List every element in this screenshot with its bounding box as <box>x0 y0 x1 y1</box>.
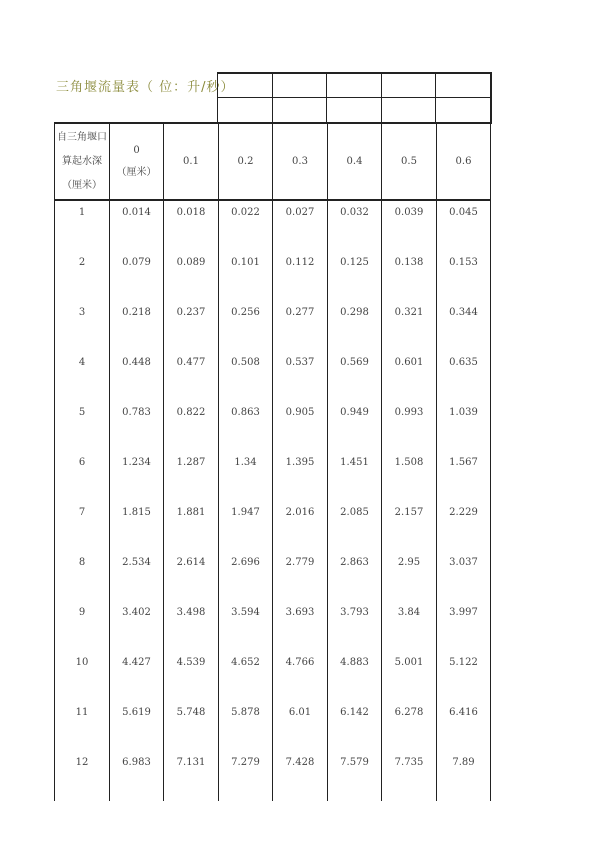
flow-value: 0.635 <box>449 356 478 368</box>
flow-value: 7.89 <box>452 756 475 768</box>
flow-cell <box>219 200 273 251</box>
flow-cell <box>273 301 328 351</box>
flow-cell <box>164 601 219 651</box>
flow-value: 6.983 <box>122 756 151 768</box>
table-row <box>55 401 491 451</box>
column-header: 0.4 <box>328 123 382 200</box>
depth-header-line: （厘米） <box>62 179 102 191</box>
zero-header-line: 0 <box>133 144 140 156</box>
flow-value: 0.277 <box>285 306 315 318</box>
flow-cell <box>437 401 491 451</box>
flow-value: 0.112 <box>285 256 315 268</box>
table-row <box>55 351 491 401</box>
column-header: 0.3 <box>273 123 328 200</box>
flow-value: 0.089 <box>176 256 206 268</box>
table-row <box>55 501 491 551</box>
flow-value: 2.863 <box>340 556 369 568</box>
flow-value: 0.039 <box>394 206 424 218</box>
flow-cell <box>110 601 164 651</box>
flow-value: 3.84 <box>397 606 421 618</box>
depth-value: 5 <box>78 406 86 418</box>
flow-cell <box>110 701 164 751</box>
flow-value: 0.321 <box>394 306 424 318</box>
flow-table <box>54 122 491 801</box>
flow-cell <box>273 701 328 751</box>
flow-value: 6.01 <box>288 706 312 718</box>
flow-cell <box>382 551 437 601</box>
flow-cell <box>437 551 491 601</box>
flow-cell <box>110 751 164 801</box>
flow-cell <box>382 501 437 551</box>
grid-line <box>435 74 436 124</box>
flow-value: 5.001 <box>394 656 424 668</box>
flow-cell <box>164 751 219 801</box>
flow-value: 3.693 <box>285 606 315 618</box>
flow-cell <box>273 751 328 801</box>
flow-value: 3.498 <box>176 606 206 618</box>
flow-value: 5.878 <box>231 706 260 718</box>
flow-value: 0.344 <box>449 306 478 318</box>
depth-value: 11 <box>75 706 89 718</box>
depth-cell <box>55 200 110 251</box>
flow-value: 1.451 <box>340 456 369 468</box>
flow-cell <box>437 251 491 301</box>
flow-value: 7.428 <box>285 756 315 768</box>
flow-cell <box>273 451 328 501</box>
header-blank-grid <box>217 72 492 124</box>
flow-cell <box>110 651 164 701</box>
zero-header-cell <box>110 123 164 200</box>
flow-cell <box>164 701 219 751</box>
flow-value: 3.037 <box>449 556 478 568</box>
flow-value: 4.883 <box>340 656 369 668</box>
flow-value: 2.534 <box>122 556 151 568</box>
depth-header-line: 自三角堰口 <box>57 131 107 143</box>
depth-cell <box>55 401 110 451</box>
flow-value: 0.138 <box>394 256 424 268</box>
flow-value: 2.229 <box>449 506 478 518</box>
flow-cell <box>219 451 273 501</box>
flow-cell <box>382 601 437 651</box>
depth-value: 8 <box>78 556 86 568</box>
grid-line <box>272 74 273 124</box>
flow-value: 2.157 <box>394 506 424 518</box>
flow-value: 3.594 <box>231 606 260 618</box>
flow-value: 2.95 <box>397 556 421 568</box>
flow-cell <box>437 751 491 801</box>
table-header-row <box>55 123 491 200</box>
flow-cell <box>219 351 273 401</box>
table-row <box>55 451 491 501</box>
depth-value: 1 <box>78 206 86 218</box>
flow-cell <box>328 551 382 601</box>
flow-value: 0.218 <box>122 306 151 318</box>
flow-value: 3.402 <box>122 606 151 618</box>
flow-value: 0.993 <box>394 406 424 418</box>
flow-cell <box>273 501 328 551</box>
flow-cell <box>164 401 219 451</box>
depth-cell <box>55 651 110 701</box>
flow-value: 4.427 <box>122 656 151 668</box>
flow-value: 0.101 <box>231 256 260 268</box>
flow-cell <box>437 651 491 701</box>
flow-cell <box>382 401 437 451</box>
flow-value: 1.287 <box>176 456 206 468</box>
flow-value: 0.022 <box>231 206 260 218</box>
flow-cell <box>437 701 491 751</box>
flow-cell <box>110 200 164 251</box>
flow-value: 7.579 <box>340 756 369 768</box>
flow-value: 7.279 <box>231 756 260 768</box>
flow-value: 5.619 <box>122 706 151 718</box>
header-divider <box>217 97 490 98</box>
flow-value: 1.34 <box>234 456 257 468</box>
flow-value: 0.045 <box>449 206 478 218</box>
flow-value: 1.395 <box>285 456 315 468</box>
table-row <box>55 651 491 701</box>
flow-value: 2.696 <box>231 556 260 568</box>
flow-value: 2.085 <box>340 506 369 518</box>
flow-value: 0.508 <box>231 356 260 368</box>
flow-cell <box>110 251 164 301</box>
grid-line <box>326 74 327 124</box>
flow-value: 1.039 <box>449 406 478 418</box>
flow-cell <box>219 551 273 601</box>
flow-cell <box>437 601 491 651</box>
flow-cell <box>273 351 328 401</box>
flow-value: 4.652 <box>231 656 260 668</box>
flow-cell <box>328 401 382 451</box>
flow-cell <box>437 351 491 401</box>
depth-cell <box>55 301 110 351</box>
grid-line <box>381 74 382 124</box>
flow-value: 0.153 <box>449 256 478 268</box>
flow-cell <box>328 651 382 701</box>
flow-cell <box>273 401 328 451</box>
table-row <box>55 200 491 251</box>
flow-value: 0.783 <box>122 406 151 418</box>
flow-value: 0.237 <box>176 306 206 318</box>
flow-cell <box>273 551 328 601</box>
flow-value: 1.508 <box>394 456 424 468</box>
table-row <box>55 601 491 651</box>
flow-cell <box>273 200 328 251</box>
flow-value: 1.234 <box>122 456 151 468</box>
flow-value: 1.947 <box>231 506 260 518</box>
table-row <box>55 751 491 801</box>
zero-header-line: （厘米） <box>116 166 157 178</box>
flow-cell <box>328 601 382 651</box>
grid-line <box>217 74 218 124</box>
flow-value: 0.537 <box>285 356 315 368</box>
flow-value: 7.735 <box>394 756 424 768</box>
flow-value: 0.014 <box>122 206 151 218</box>
depth-value: 9 <box>78 606 86 618</box>
flow-cell <box>328 251 382 301</box>
flow-cell <box>219 251 273 301</box>
flow-value: 5.748 <box>176 706 206 718</box>
flow-cell <box>382 651 437 701</box>
flow-value: 0.298 <box>340 306 369 318</box>
flow-cell <box>219 401 273 451</box>
flow-value: 1.881 <box>176 506 206 518</box>
flow-cell <box>219 701 273 751</box>
flow-cell <box>328 301 382 351</box>
depth-cell <box>55 351 110 401</box>
flow-value: 0.822 <box>176 406 206 418</box>
depth-value: 6 <box>78 456 86 468</box>
flow-value: 0.949 <box>340 406 369 418</box>
flow-value: 4.539 <box>176 656 206 668</box>
flow-cell <box>164 501 219 551</box>
flow-cell <box>382 301 437 351</box>
depth-header-line: 算起水深 <box>62 155 102 167</box>
flow-value: 0.863 <box>231 406 260 418</box>
flow-cell <box>164 301 219 351</box>
flow-cell <box>219 601 273 651</box>
flow-value: 0.448 <box>122 356 151 368</box>
depth-value: 4 <box>78 356 86 368</box>
flow-cell <box>164 551 219 601</box>
flow-value: 0.905 <box>285 406 315 418</box>
flow-value: 1.567 <box>449 456 478 468</box>
flow-value: 0.601 <box>394 356 424 368</box>
flow-cell <box>328 701 382 751</box>
flow-value: 7.131 <box>176 756 206 768</box>
flow-cell <box>219 501 273 551</box>
depth-value: 7 <box>78 506 86 518</box>
flow-value: 2.779 <box>285 556 315 568</box>
flow-cell <box>164 200 219 251</box>
flow-cell <box>164 351 219 401</box>
flow-cell <box>437 301 491 351</box>
flow-value: 6.416 <box>449 706 478 718</box>
flow-cell <box>273 251 328 301</box>
flow-value: 0.079 <box>122 256 151 268</box>
flow-cell <box>110 551 164 601</box>
table-row <box>55 251 491 301</box>
flow-value: 0.027 <box>285 206 315 218</box>
depth-value: 12 <box>75 756 89 768</box>
flow-cell <box>219 751 273 801</box>
flow-cell <box>273 651 328 701</box>
flow-cell <box>110 401 164 451</box>
column-header: 0.5 <box>382 123 437 200</box>
flow-cell <box>382 701 437 751</box>
flow-value: 3.997 <box>449 606 478 618</box>
flow-value: 2.614 <box>176 556 206 568</box>
flow-value: 0.477 <box>176 356 206 368</box>
flow-value: 0.256 <box>231 306 260 318</box>
flow-cell <box>328 501 382 551</box>
table-row <box>55 551 491 601</box>
depth-header-cell <box>55 123 110 200</box>
flow-cell <box>328 451 382 501</box>
depth-value: 3 <box>78 306 86 318</box>
flow-cell <box>110 351 164 401</box>
flow-cell <box>110 451 164 501</box>
flow-cell <box>382 751 437 801</box>
table-row <box>55 301 491 351</box>
depth-cell <box>55 451 110 501</box>
depth-cell <box>55 251 110 301</box>
flow-cell <box>110 301 164 351</box>
flow-cell <box>110 501 164 551</box>
flow-value: 0.032 <box>340 206 369 218</box>
depth-cell <box>55 501 110 551</box>
column-header: 0.1 <box>164 123 219 200</box>
flow-cell <box>328 751 382 801</box>
flow-cell <box>219 651 273 701</box>
flow-cell <box>382 351 437 401</box>
flow-value: 4.766 <box>285 656 315 668</box>
flow-value: 3.793 <box>340 606 369 618</box>
flow-cell <box>437 451 491 501</box>
depth-value: 10 <box>75 656 89 668</box>
depth-cell <box>55 701 110 751</box>
flow-cell <box>328 351 382 401</box>
depth-cell <box>55 551 110 601</box>
flow-cell <box>273 601 328 651</box>
flow-cell <box>382 200 437 251</box>
depth-cell <box>55 601 110 651</box>
flow-cell <box>437 200 491 251</box>
table-row <box>55 701 491 751</box>
flow-value: 0.125 <box>340 256 369 268</box>
flow-value: 1.815 <box>122 506 151 518</box>
flow-cell <box>219 301 273 351</box>
flow-value: 0.018 <box>176 206 206 218</box>
depth-cell <box>55 751 110 801</box>
flow-cell <box>164 651 219 701</box>
flow-value: 6.278 <box>394 706 424 718</box>
flow-cell <box>164 451 219 501</box>
flow-value: 5.122 <box>449 656 478 668</box>
flow-value: 2.016 <box>285 506 315 518</box>
flow-cell <box>328 200 382 251</box>
flow-cell <box>382 251 437 301</box>
column-header: 0.2 <box>219 123 273 200</box>
flow-value: 6.142 <box>340 706 369 718</box>
flow-cell <box>437 501 491 551</box>
flow-value: 0.569 <box>340 356 369 368</box>
page-title: 三角堰流量表（ 位：升/秒） <box>56 80 235 95</box>
depth-value: 2 <box>78 256 86 268</box>
column-header: 0.6 <box>437 123 491 200</box>
flow-cell <box>382 451 437 501</box>
flow-cell <box>164 251 219 301</box>
